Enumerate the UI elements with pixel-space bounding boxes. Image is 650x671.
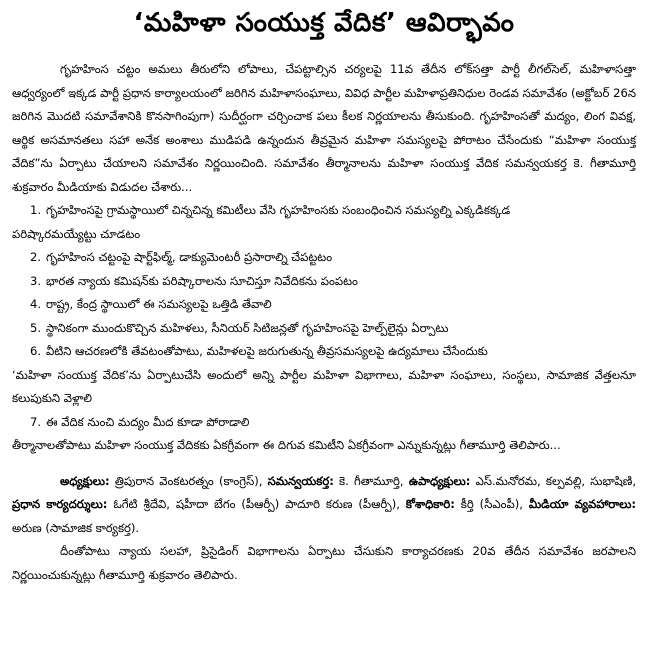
list-item: 7. ఈ వేదిక నుంచి మద్యం మీద కూడా పోరాడాలి: [30, 414, 250, 429]
officer-value: కీర్తి (సీఎంపీ),: [454, 497, 529, 511]
closing-paragraph: దీంతోపాటు న్యాయ సలహా, ప్రిసైడింగ్ విభాగాలను ఏర్పాటు చేసుకుని కార్యాచరణకు 20వ తేదీన సమావేశం జరపాలని నిర్ణయించుకున్నట్లు గీతామూర్తి శుక్రవారం తెలిపారు.: [12, 544, 636, 582]
officer-label: మీడియా వ్యవహారాలు:: [528, 497, 637, 511]
officer-value: ఓగేటి శ్రీదేవి, షహీదా బేగం (పీఆర్పీ) పాదూరి కరుణ (పీఆర్పీ),: [107, 497, 406, 511]
spacer: [12, 458, 636, 470]
list-item: 4. రాష్ట్ర, కేంద్ర స్థాయిలో ఈ సమస్యలపై ఒత్తిడి తేవాలి: [30, 297, 272, 311]
list-item: 5. స్థానికంగా ముందుకొచ్చిన మహిళలు, సీనియర్ సిటిజన్లతో గృహహింసపై హెల్ప్‌లైన్లు ఏర్పాటు: [30, 320, 449, 335]
officers-paragraph: [12, 470, 636, 541]
officer-value: త్రిపురాన వెంకటరత్నం (కాంగ్రెస్),: [109, 473, 268, 488]
resolution-list: [12, 199, 636, 434]
officer-value: కె. గీతామూర్తి,: [333, 473, 409, 488]
intro-paragraph: గృహహింస చట్టం అమలు తీరులోని లోపాలు, చేపట్టాల్సిన చర్యలపై 11వ తేదీన లోక్‌సత్తా పార్టీ లీగల్‌సెల్, మహిళాసత్తా ఆధ్వర్యంలో ఇక్కడ పార్టీ ప్రధాన కార్యాలయంలో జరిగిన మహిళాసంఘాలు, వివిధ పార్టీల మహిళాప్రతినిధుల రెండవ సమావేశం (అక్టోబర్ 26న జరిగిన మొదటి సమావేశానికి కొనసాగింపుగా) సుదీర్ఘంగా చర్చించాక పలు కీలక నిర్ణయాలను తీసుకుంది. గృహహింసతో మద్యం, లింగ వివక్ష, ఆర్థిక అసమానతలు సహా అనేక అంశాలు ముడిపడి ఉన్నందున తీవ్రమైన మహిళా సమస్యలపై పోరాటం చేసేందుకు “మహిళా సంయుక్త వేదిక”ను ఏర్పాటు చేయాలని సమావేశం నిర్ణయించింది. సమావేశం తీర్మానాలను మహిళా సంయుక్త వేదిక సమన్వయకర్త కె. గీతామూర్తి శుక్రవారం మీడియాకు విడుదల చేశారు...: [12, 62, 636, 194]
officer-label: ప్రధాన కార్యదర్శులు:: [12, 497, 108, 511]
list-item: 6. వీటిని ఆచరణలోకి తేవటంతోపాటు, మహిళలపై జరుగుతున్న తీవ్రసమస్యలపై ఉద్యమాలు చేసేందుకు ‘మహిళా సంయుక్త వేదిక’ను ఏర్పాటుచేసి అందులో అన్ని పార్టీల మహిళా విభాగాలు, మహిళా సంఘాలు, సంస్థలు, సామాజిక వేత్తలనూ కలుపుకుని వెళ్లాలి: [12, 344, 636, 405]
officer-label: ఉపాధ్యక్షులు:: [408, 473, 471, 488]
officer-label: సమన్వయకర్త:: [267, 473, 334, 488]
resolution-paragraph: తీర్మానాలతోపాటు మహిళా సంయుక్త వేదికకు ఏకగ్రీవంగా ఈ దిగువ కమిటీని ఏకగ్రీవంగా ఎన్నుకున్నట్లు గీతామూర్తి తెలిపారు...: [12, 438, 561, 452]
list-item: 1. గృహహింసపై గ్రామస్థాయిలో చిన్నచిన్న కమిటీలు వేసి గృహహింసకు సంబంధించిన సమస్యల్ని ఎక్కడికక్కడ పరిష్కారమయ్యేట్టు చూడటం: [12, 203, 511, 241]
officer-label: అధ్యక్షులు:: [60, 473, 110, 488]
officer-value: అరుణ (సామాజిక కార్యకర్త).: [12, 520, 140, 535]
article-page: [0, 6, 650, 671]
officer-value: ఎస్.మనోరమ, కల్పవల్లి, సుభాషిణి,: [470, 473, 637, 488]
list-item: 3. భారత న్యాయ కమిషన్‌కు పరిష్కారాలను సూచిస్తూ నివేదికను పంపటం: [30, 273, 358, 288]
list-item: 2. గృహహింస చట్టంపై షార్ట్‌ఫిల్మ్, డాక్యుమెంటరీ ప్రసారాల్ని చేపట్టటం: [30, 250, 333, 264]
article-title: ‘మహిళా సంయుక్త వేదిక’ ఆవిర్భావం: [133, 8, 515, 38]
officer-label: కోశాధికారి:: [405, 497, 455, 511]
